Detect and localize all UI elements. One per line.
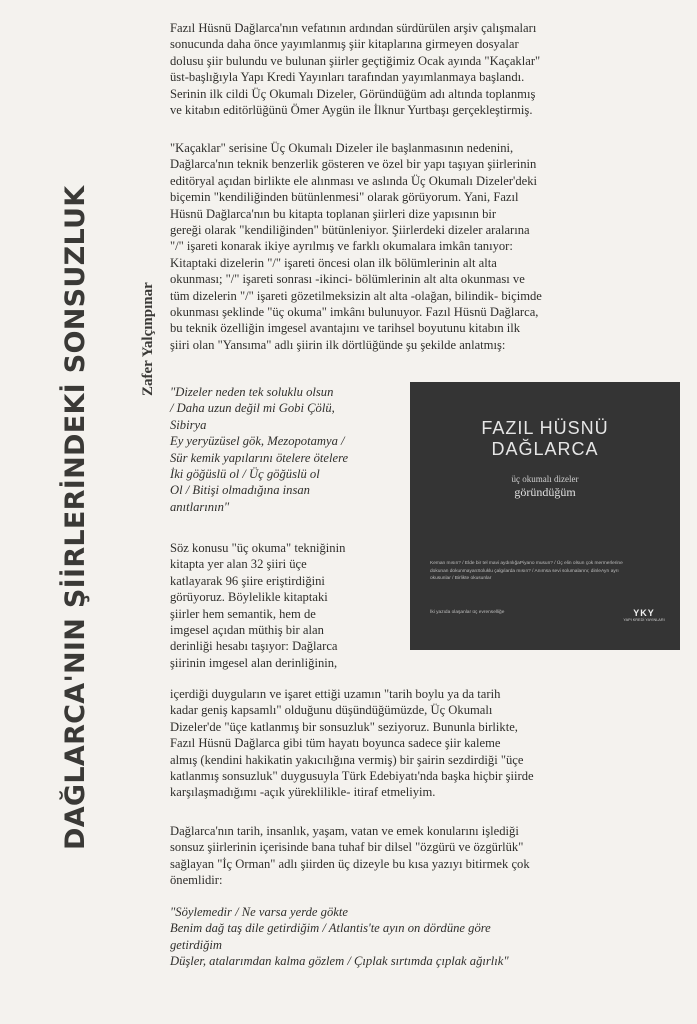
publisher-name: YAPI KREDİ YAYINLARI xyxy=(623,618,665,622)
text-line: Piyano musun? / Üç elin olsun çok mermerlerine dokunan dokunmayan xyxy=(430,561,623,574)
text-line: Kitaptaki dizelerin "/" işareti öncesi olan ilk bölümlerinin alt alta xyxy=(170,255,497,270)
text-line: imgesel açıdan müthiş bir alan xyxy=(170,623,324,638)
text-line: dolusu şiir bulundu ve bulunan şiirler geçtiğimiz Ocak ayında "Kaçaklar" xyxy=(170,53,541,68)
text-line: okunması; "/" işareti sonrası -ikinci- bölümlerinin alt alta okunması ve xyxy=(170,272,525,287)
article-author: Zafer Yalçınpınar xyxy=(140,282,156,396)
text-line: editöryal açıdan birlikte ele alınması ve aslında Üç Okumalı Dizeler'deki xyxy=(170,173,538,188)
text-line: sonsuz şiirlerinin içerisinde bana tuhaf bir dilsel "özgürü ve özgürlük" xyxy=(170,840,524,855)
cover-author-line-1: FAZIL HÜSNÜ xyxy=(481,418,609,438)
yky-logo-icon: YKY xyxy=(633,608,655,618)
text-line: / Daha uzun değil mi Gobi Çölü, xyxy=(170,401,335,416)
text-line: içerdiği duyguların ve işaret ettiği uzamın "tarih boylu ya da tarih xyxy=(170,687,501,701)
text-line: katlanmış sonsuzluk" duygusuyla Türk Edebiyatı'nda başka hiçbir şiirde xyxy=(170,769,534,784)
text-line: Dağlarca'nın teknik benzerlik gösteren ve özel bir yapı taşıyan şiirlerinin xyxy=(170,157,537,172)
cover-author-line-2: DAĞLARCA xyxy=(491,439,599,459)
text-line: "Söylemedir / Ne varsa yerde gökte xyxy=(170,905,348,919)
text-line: şiiri olan "Yansıma" adlı şiirin ilk dörtlüğünde şu şekilde anlatmış: xyxy=(170,337,506,352)
text-line: kitapta yer alan 32 şiiri üçe xyxy=(170,557,307,572)
text-line: "/" işareti konarak ikiye ayrılmış ve farklı okumalara imkân tanıyor: xyxy=(170,239,513,254)
text-line: şiirinin imgesel alan derinliğinin, xyxy=(170,655,338,670)
text-line: tüm dizelerin "/" işareti gözetilmeksizin alt alta -olağan, bilindik- biçimde xyxy=(170,288,542,303)
text-line: Sibirya xyxy=(170,417,207,432)
text-line: "Dizeler neden tek soluklu olsun xyxy=(170,385,334,399)
text-line: getirdiğim xyxy=(170,937,223,952)
text-line: Fazıl Hüsnü Dağlarca'nın vefatının ardından sürdürülen arşiv çalışmaları xyxy=(170,21,537,35)
text-line: derinliği hesabı taşıyor: Dağlarca xyxy=(170,639,338,654)
text-line: Söz konusu "üç okuma" tekniğinin xyxy=(170,541,346,555)
text-line: görüyoruz. Böylelikle kitaptaki xyxy=(170,590,328,605)
text-line: biçemin "kendiliğinden bütünlenmesi" olarak görüyorum. Yani, Fazıl xyxy=(170,190,519,205)
text-line: Keman mısın? / Elde bir tel mavi aydınlığa xyxy=(430,561,520,566)
book-cover-image xyxy=(410,382,680,650)
text-line: Hüsnü Dağlarca'nın bu kitapta toplanan şiirleri dize yapısının bir xyxy=(170,206,497,221)
text-line: üst-başlığıyla Yapı Kredi Yayınları tarafından yayımlanmaya başlandı. xyxy=(170,70,525,85)
paragraph-ic-orman xyxy=(170,823,670,889)
text-line: okunması şeklinde "üç okuma" imkânı bulunuyor. Fazıl Hüsnü Dağlarca, xyxy=(170,305,539,320)
text-line: Düşler, atalarımdan kalma gözlem / Çıplak sırtımda çıplak ağırlık" xyxy=(170,954,509,969)
text-line: önemlidir: xyxy=(170,873,223,888)
text-line: şiirler hem semantik, hem de xyxy=(170,606,316,621)
poem-quote-yansima xyxy=(170,384,395,515)
text-line: karşılaşmadığımı -açık yüreklilikle- itiraf etmeliyim. xyxy=(170,785,436,800)
text-line: Fazıl Hüsnü Dağlarca gibi tüm hayatı boyunca sadece şiir kaleme xyxy=(170,736,501,751)
paragraph-intro xyxy=(170,20,670,118)
text-line: İki göğüslü ol / Üç göğüslü ol xyxy=(170,467,320,482)
text-line: Serinin ilk cildi Üç Okumalı Dizeler, Göründüğüm adı altında toplanmış xyxy=(170,86,536,101)
text-line: sonucunda daha önce yayımlanmış şiir kitaplarına girmeyen dosyalar xyxy=(170,37,519,52)
text-line: Sür kemik yapılarını ötelere ötelere xyxy=(170,450,349,465)
text-line: kadar geniş kapsamlı" olduğunu düşündüğümüzde, Üç Okumalı xyxy=(170,703,493,718)
text-line: bu teknik özelliğin imgesel avantajını ve tarihsel boyutunu kitabın ilk xyxy=(170,321,521,336)
paragraph-uc-okuma xyxy=(170,540,395,671)
text-line: Benim dağ taş dile getirdiğim / Atlantis'te ayın on dördüne göre xyxy=(170,921,491,936)
text-line: gereği olarak "kendiliğinden" bütünleniyor. Şiirlerdeki dizeler aralarına xyxy=(170,223,530,238)
text-line: Dağlarca'nın tarih, insanlık, yaşam, vatan ve emek konularını işlediği xyxy=(170,824,519,838)
publisher-logo xyxy=(624,608,664,622)
text-line: sağlayan "İç Orman" adlı şiirden üç dizeyle bu kısa yazıyı bitirmek çok xyxy=(170,856,530,871)
cover-subtitle-large: göründüğüm xyxy=(514,485,576,499)
text-line: Ayrı ayrı okusunlar / Birlikte okusunlar xyxy=(430,568,619,582)
text-line: Dizeler'de "üçe katlanmış bir sonsuzluk" seziyoruz. Bununla birlikte, xyxy=(170,719,518,734)
cover-blurb xyxy=(430,560,630,583)
paragraph-kaçaklar xyxy=(170,140,670,353)
text-line: Soluklu çalgılarda mısın? / Anımsa sevi solumalarını; dinle xyxy=(477,568,601,574)
cover-subtitle-small: üç okumalı dizeler xyxy=(511,474,579,484)
text-line: ve kitabın editörlüğünü Ömer Aygün ile İlknur Yurtbaşı gerçekleştirmiş. xyxy=(170,103,533,118)
poem-quote-ic-orman xyxy=(170,904,670,970)
paragraph-uc-okuma-continued xyxy=(170,686,670,801)
text-line: Ol / Bitişi olmadığına insan xyxy=(170,483,310,498)
text-line: "Kaçaklar" serisine Üç Okumalı Dizeler ile başlanmasının nedenini, xyxy=(170,141,514,155)
text-line: almış (kendini hakikatin yakıcılığına vermiş) bir şairin sezdirdiği "üçe xyxy=(170,752,524,767)
cover-blurb-tagline: İki yazıda olaşanlar üç evrenselliğe xyxy=(430,610,505,615)
text-line: katlayarak 96 şiire eriştirdiğini xyxy=(170,573,325,588)
article-title: DAĞLARCA'NIN ŞİİRLERİNDEKİ SONSUZLUK xyxy=(60,185,91,850)
text-line: anıtlarının" xyxy=(170,499,230,514)
text-line: Ey yeryüzüsel gök, Mezopotamya / xyxy=(170,434,345,449)
